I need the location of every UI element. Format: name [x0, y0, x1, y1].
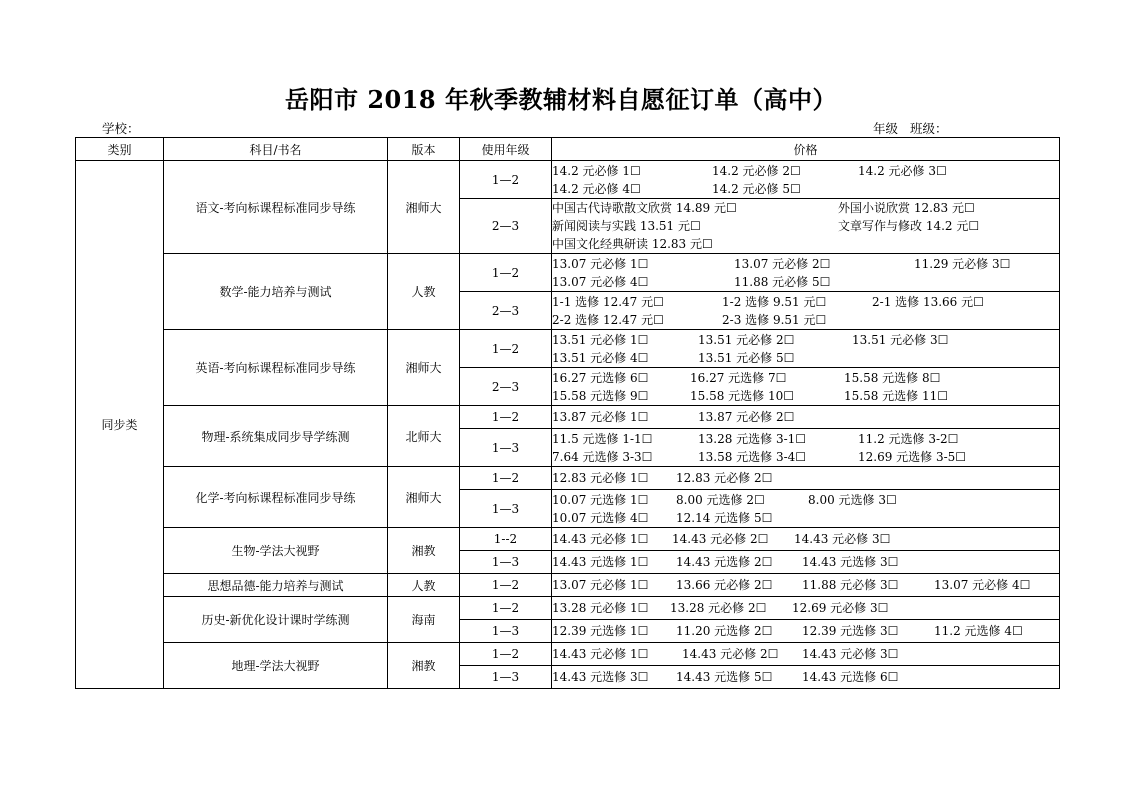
subject-name: 历史-新优化设计课时学练测 — [164, 597, 388, 643]
table-row — [76, 406, 1060, 429]
price-option[interactable]: 14.2 元必修 1☐ — [552, 163, 641, 178]
price-option[interactable]: 1-1 选修 12.47 元☐ — [552, 294, 664, 309]
grade-cell: 1—2 — [460, 330, 552, 368]
price-line — [552, 491, 1059, 509]
price-option[interactable]: 13.07 元必修 4☐ — [552, 274, 649, 289]
price-option[interactable]: 11.20 元选修 2☐ — [676, 624, 773, 638]
price-option[interactable]: 14.43 元必修 1☐ — [552, 532, 649, 546]
price-option[interactable]: 13.28 元必修 2☐ — [670, 601, 767, 615]
price-cell — [552, 254, 1060, 292]
price-option[interactable]: 14.2 元必修 2☐ — [712, 163, 801, 178]
price-cell — [552, 199, 1060, 254]
price-option[interactable]: 11.5 元选修 1-1☐ — [552, 431, 653, 446]
price-option[interactable]: 8.00 元选修 3☐ — [808, 492, 897, 507]
price-line — [552, 162, 1059, 180]
grade-cell: 2—3 — [460, 368, 552, 406]
price-option[interactable]: 14.43 元选修 3☐ — [802, 555, 899, 569]
price-option[interactable]: 14.43 元选修 6☐ — [802, 670, 899, 684]
subject-edition: 湘师大 — [388, 161, 460, 254]
header-edition: 版本 — [388, 138, 460, 161]
price-option[interactable]: 1-2 选修 9.51 元☐ — [722, 294, 827, 309]
header-subject: 科目/书名 — [164, 138, 388, 161]
price-line — [552, 217, 1059, 235]
price-option[interactable]: 13.28 元必修 1☐ — [552, 601, 649, 615]
price-option[interactable]: 14.2 元必修 4☐ — [552, 181, 641, 196]
price-option[interactable]: 13.07 元必修 1☐ — [552, 578, 649, 592]
price-option[interactable]: 11.2 元选修 4☐ — [934, 624, 1023, 638]
page-title: 岳阳市 2018 年秋季教辅材料自愿征订单（高中） — [284, 85, 837, 114]
subject-edition: 湘师大 — [388, 467, 460, 528]
price-line — [552, 430, 1059, 448]
price-option[interactable]: 14.43 元选修 1☐ — [552, 555, 649, 569]
header-row — [76, 138, 1060, 161]
price-line — [552, 530, 1059, 548]
subject-name: 语文-考向标课程标准同步导练 — [164, 161, 388, 254]
price-line — [552, 349, 1059, 367]
subject-edition: 湘教 — [388, 528, 460, 574]
price-cell — [552, 330, 1060, 368]
grade-cell: 1—2 — [460, 161, 552, 199]
price-line — [552, 369, 1059, 387]
price-option[interactable]: 11.88 元必修 5☐ — [734, 274, 831, 289]
price-option[interactable]: 新闻阅读与实践 13.51 元☐ — [552, 219, 701, 233]
price-option[interactable]: 11.29 元必修 3☐ — [914, 256, 1011, 271]
subject-edition: 人教 — [388, 254, 460, 330]
price-option[interactable]: 13.07 元必修 2☐ — [734, 256, 831, 271]
subject-name: 地理-学法大视野 — [164, 643, 388, 689]
price-line — [552, 273, 1059, 291]
subject-name: 化学-考向标课程标准同步导练 — [164, 467, 388, 528]
table-row — [76, 643, 1060, 666]
price-option[interactable]: 2-1 选修 13.66 元☐ — [872, 294, 984, 309]
price-cell — [552, 368, 1060, 406]
grade-cell: 1—2 — [460, 406, 552, 429]
price-line — [552, 469, 1059, 487]
price-line — [552, 576, 1059, 594]
table-row — [76, 254, 1060, 292]
price-option[interactable]: 13.51 元必修 4☐ — [552, 350, 649, 365]
table-row — [76, 330, 1060, 368]
subject-name: 思想品德-能力培养与测试 — [164, 574, 388, 597]
price-option[interactable]: 14.43 元选修 3☐ — [552, 670, 649, 684]
price-line — [552, 180, 1059, 198]
price-option[interactable]: 12.69 元选修 3-5☐ — [858, 449, 967, 464]
grade-cell: 1—2 — [460, 467, 552, 490]
price-option[interactable]: 13.07 元必修 1☐ — [552, 256, 649, 271]
price-line — [552, 509, 1059, 527]
price-option[interactable]: 14.2 元必修 5☐ — [712, 181, 801, 196]
subject-edition: 湘教 — [388, 643, 460, 689]
grade-cell: 2—3 — [460, 292, 552, 330]
grade-cell: 1—2 — [460, 254, 552, 292]
header-price: 价格 — [552, 138, 1060, 161]
header-grade: 使用年级 — [460, 138, 552, 161]
price-option[interactable]: 中国古代诗歌散文欣赏 14.89 元☐ — [552, 201, 737, 215]
order-table — [75, 137, 1060, 689]
price-option[interactable]: 10.07 元选修 1☐ — [552, 492, 649, 507]
price-option[interactable]: 13.87 元必修 1☐ — [552, 410, 649, 424]
price-cell — [552, 528, 1060, 551]
price-option[interactable]: 13.87 元必修 2☐ — [698, 410, 795, 424]
price-option[interactable]: 14.43 元选修 2☐ — [676, 555, 773, 569]
price-option[interactable]: 16.27 元选修 6☐ — [552, 370, 649, 385]
grade-cell: 1—2 — [460, 574, 552, 597]
header-category: 类别 — [76, 138, 164, 161]
class-label: 班级： — [910, 121, 948, 136]
table-row — [76, 597, 1060, 620]
price-option[interactable]: 13.07 元必修 4☐ — [934, 578, 1031, 592]
price-option[interactable]: 16.27 元选修 7☐ — [690, 370, 787, 385]
price-option[interactable]: 14.43 元选修 5☐ — [676, 670, 773, 684]
price-option[interactable]: 12.39 元选修 1☐ — [552, 624, 649, 638]
price-option[interactable]: 2-2 选修 12.47 元☐ — [552, 312, 664, 327]
price-option[interactable]: 11.88 元必修 3☐ — [802, 578, 899, 592]
price-option[interactable]: 13.51 元必修 3☐ — [852, 332, 949, 347]
price-line — [552, 255, 1059, 273]
price-option[interactable]: 14.43 元必修 3☐ — [802, 647, 899, 661]
price-option[interactable]: 13.51 元必修 5☐ — [698, 350, 795, 365]
table-row — [76, 161, 1060, 199]
price-line — [552, 622, 1059, 640]
price-option[interactable]: 12.69 元必修 3☐ — [792, 601, 889, 615]
price-option[interactable]: 15.58 元选修 8☐ — [844, 370, 941, 385]
price-option[interactable]: 14.43 元必修 2☐ — [672, 532, 769, 546]
price-option[interactable]: 2-3 选修 9.51 元☐ — [722, 312, 827, 327]
subject-name: 物理-系统集成同步导学练测 — [164, 406, 388, 467]
price-option[interactable]: 15.58 元选修 11☐ — [844, 388, 949, 403]
grade-label: 年级 — [873, 121, 899, 136]
price-line — [552, 199, 1059, 217]
price-option[interactable]: 7.64 元选修 3-3☐ — [552, 449, 653, 464]
price-line — [552, 448, 1059, 466]
price-option[interactable]: 中国文化经典研读 12.83 元☐ — [552, 237, 713, 251]
price-line — [552, 599, 1059, 617]
grade-cell: 1—2 — [460, 643, 552, 666]
price-cell — [552, 574, 1060, 597]
price-option[interactable]: 13.51 元必修 1☐ — [552, 332, 649, 347]
price-cell — [552, 551, 1060, 574]
price-option[interactable]: 8.00 元选修 2☐ — [676, 492, 765, 507]
price-line — [552, 668, 1059, 686]
grade-cell: 1—2 — [460, 597, 552, 620]
subject-name: 生物-学法大视野 — [164, 528, 388, 574]
price-line — [552, 293, 1059, 311]
grade-cell: 1—3 — [460, 429, 552, 467]
price-line — [552, 387, 1059, 405]
price-option[interactable]: 13.58 元选修 3-4☐ — [698, 449, 807, 464]
price-option[interactable]: 12.14 元选修 5☐ — [676, 510, 773, 525]
price-option[interactable]: 14.2 元必修 3☐ — [858, 163, 947, 178]
price-cell — [552, 467, 1060, 490]
price-cell — [552, 643, 1060, 666]
price-option[interactable]: 13.66 元必修 2☐ — [676, 578, 773, 592]
table-row — [76, 467, 1060, 490]
price-option[interactable]: 14.43 元必修 3☐ — [794, 532, 891, 546]
grade-cell: 2—3 — [460, 199, 552, 254]
price-line — [552, 408, 1059, 426]
subject-edition: 湘师大 — [388, 330, 460, 406]
price-option[interactable]: 外国小说欣赏 12.83 元☐ — [838, 201, 975, 215]
price-cell — [552, 597, 1060, 620]
table-row — [76, 528, 1060, 551]
price-cell — [552, 666, 1060, 689]
price-option[interactable]: 11.2 元选修 3-2☐ — [858, 431, 959, 446]
price-option[interactable]: 12.39 元选修 3☐ — [802, 624, 899, 638]
subject-edition: 人教 — [388, 574, 460, 597]
price-line — [552, 553, 1059, 571]
price-cell — [552, 620, 1060, 643]
price-option[interactable]: 10.07 元选修 4☐ — [552, 510, 649, 525]
price-option[interactable]: 15.58 元选修 10☐ — [690, 388, 795, 403]
price-line — [552, 311, 1059, 329]
price-option[interactable]: 12.83 元必修 1☐ — [552, 471, 649, 485]
price-cell — [552, 429, 1060, 467]
grade-cell: 1—3 — [460, 666, 552, 689]
price-cell — [552, 161, 1060, 199]
subject-name: 英语-考向标课程标准同步导练 — [164, 330, 388, 406]
price-option[interactable]: 13.51 元必修 2☐ — [698, 332, 795, 347]
price-cell — [552, 292, 1060, 330]
subject-edition: 北师大 — [388, 406, 460, 467]
price-line — [552, 645, 1059, 663]
price-option[interactable]: 文章写作与修改 14.2 元☐ — [838, 219, 980, 233]
school-label: 学校： — [102, 121, 140, 136]
price-option[interactable]: 14.43 元必修 1☐ — [552, 647, 649, 661]
grade-cell: 1--2 — [460, 528, 552, 551]
grade-class-labels — [873, 119, 948, 137]
price-cell — [552, 406, 1060, 429]
price-line — [552, 331, 1059, 349]
price-option[interactable]: 13.28 元选修 3-1☐ — [698, 431, 807, 446]
price-option[interactable]: 14.43 元必修 2☐ — [682, 647, 779, 661]
subject-edition: 海南 — [388, 597, 460, 643]
price-cell — [552, 490, 1060, 528]
subject-name: 数学-能力培养与测试 — [164, 254, 388, 330]
grade-cell: 1—3 — [460, 620, 552, 643]
category-cell: 同步类 — [76, 161, 164, 689]
grade-cell: 1—3 — [460, 551, 552, 574]
grade-cell: 1—3 — [460, 490, 552, 528]
price-line — [552, 235, 1059, 253]
price-option[interactable]: 12.83 元必修 2☐ — [676, 471, 773, 485]
table-row — [76, 574, 1060, 597]
price-option[interactable]: 15.58 元选修 9☐ — [552, 388, 649, 403]
